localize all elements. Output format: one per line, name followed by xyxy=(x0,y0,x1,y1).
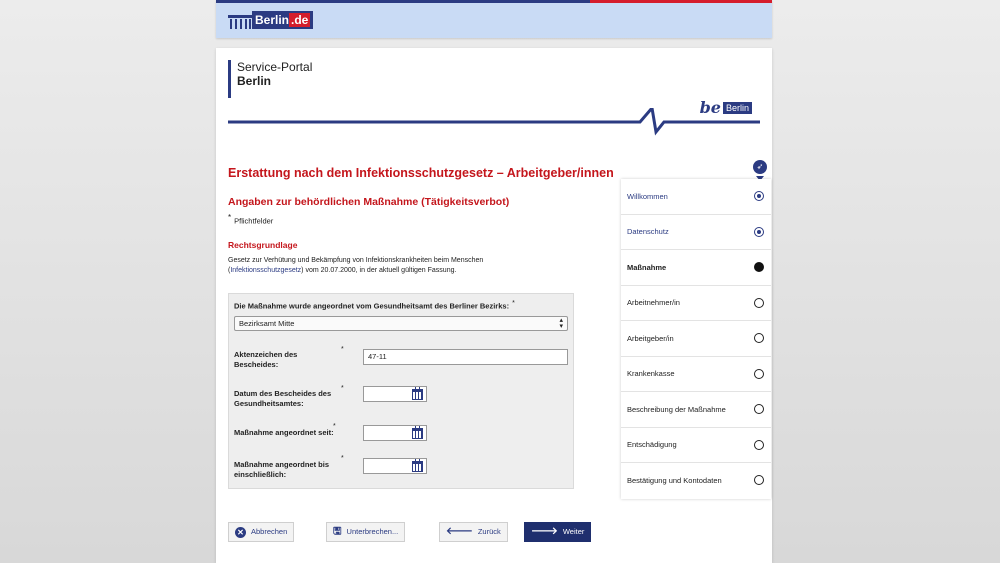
district-question-label: Die Maßnahme wurde angeordnet vom Gesundheitsamt des Berliner Bezirks: * xyxy=(234,300,515,311)
step-status-icon xyxy=(754,440,764,450)
step-massnahme[interactable] xyxy=(621,250,771,286)
brandenburg-gate-icon xyxy=(228,13,252,29)
portal-line-1: Service-Portal xyxy=(237,60,313,74)
portal-line-2: Berlin xyxy=(237,74,272,88)
required-star: * xyxy=(341,385,344,392)
save-icon: 🖫 xyxy=(333,526,342,537)
step-status-icon xyxy=(754,333,764,343)
arrow-right-icon: 🡒 xyxy=(531,526,558,537)
step-bestaetigung[interactable] xyxy=(621,463,771,499)
file-reference-input[interactable]: 47-11 xyxy=(363,349,568,365)
infection-law-link[interactable]: Infektionsschutzgesetz xyxy=(230,267,302,274)
select-arrows-icon: ▴ ▾ xyxy=(559,317,563,330)
step-label: Beschreibung der Maßnahme xyxy=(627,404,726,414)
logo-text: Berlin .de xyxy=(252,11,313,29)
progress-stepper xyxy=(621,179,771,499)
interrupt-button[interactable]: 🖫 Unterbrechen... xyxy=(326,522,405,542)
step-label: Arbeitgeber/in xyxy=(627,333,674,343)
header-wave-line xyxy=(228,108,760,138)
step-status-icon xyxy=(754,475,764,485)
measure-since-label: Maßnahme angeordnet seit: xyxy=(234,428,334,437)
section-title: Angaben zur behördlichen Maßnahme (Tätigkeitsverbot) xyxy=(228,196,510,208)
step-status-icon xyxy=(754,404,764,414)
step-status-icon xyxy=(754,262,764,272)
top-bar-red-accent xyxy=(590,0,772,3)
legal-basis-heading: Rechtsgrundlage xyxy=(228,240,298,250)
notice-date-label: Datum des Bescheides des Gesundheitsamtes: xyxy=(234,389,332,408)
portal-heading xyxy=(228,60,312,98)
required-star: * xyxy=(341,346,344,353)
step-label: Maßnahme xyxy=(627,262,667,272)
step-arbeitgeber[interactable] xyxy=(621,321,771,357)
step-status-icon xyxy=(754,369,764,379)
step-label: Willkommen xyxy=(627,191,668,201)
step-beschreibung[interactable] xyxy=(621,392,771,428)
step-status-icon xyxy=(754,298,764,308)
step-label: Krankenkasse xyxy=(627,369,675,379)
step-label: Arbeitnehmer/in xyxy=(627,298,680,308)
notice-date-input[interactable] xyxy=(363,386,427,402)
calendar-icon[interactable] xyxy=(412,428,423,439)
arrow-left-icon: 🡐 xyxy=(446,526,473,537)
required-fields-note: * Pflichtfelder xyxy=(228,213,274,226)
required-star: * xyxy=(333,423,336,430)
be-berlin-logo: be Berlin xyxy=(700,98,752,117)
page-title: Erstattung nach dem Infektionsschutzgesetz – Arbeitgeber/innen xyxy=(228,166,614,180)
calendar-icon[interactable] xyxy=(412,389,423,400)
compass-icon[interactable]: ➶ xyxy=(753,160,767,174)
calendar-icon[interactable] xyxy=(412,461,423,472)
cancel-button[interactable]: ✕ Abbrechen xyxy=(228,522,294,542)
measure-since-input[interactable] xyxy=(363,425,427,441)
legal-basis-text: Gesetz zur Verhütung und Bekämpfung von Infektionskrankheiten beim Menschen (Infektionsschutzgesetz) vom 20.07.2000, in der aktuell gültigen Fassung. xyxy=(228,257,484,274)
required-star: * xyxy=(341,455,344,462)
step-status-icon xyxy=(754,227,764,237)
close-circle-icon: ✕ xyxy=(235,527,246,538)
step-entschaedigung[interactable] xyxy=(621,428,771,464)
next-button[interactable]: 🡒 Weiter xyxy=(524,522,591,542)
back-button[interactable]: 🡐 Zurück xyxy=(439,522,508,542)
district-select[interactable]: Bezirksamt Mitte ▴ ▾ xyxy=(234,316,568,331)
file-reference-label: Aktenzeichen des Bescheides: xyxy=(234,350,298,369)
step-arbeitnehmer[interactable] xyxy=(621,286,771,322)
step-krankenkasse[interactable] xyxy=(621,357,771,393)
berlin-de-logo[interactable] xyxy=(228,9,313,29)
step-willkommen[interactable] xyxy=(621,179,771,215)
step-label: Bestätigung und Kontodaten xyxy=(627,476,722,486)
top-bar xyxy=(216,0,772,38)
step-status-icon xyxy=(754,191,764,201)
step-label: Entschädigung xyxy=(627,440,677,450)
measure-until-label: Maßnahme angeordnet bis einschließlich: xyxy=(234,460,330,479)
measure-form xyxy=(228,293,574,489)
step-datenschutz[interactable] xyxy=(621,215,771,251)
step-label: Datenschutz xyxy=(627,227,669,237)
measure-until-input[interactable] xyxy=(363,458,427,474)
